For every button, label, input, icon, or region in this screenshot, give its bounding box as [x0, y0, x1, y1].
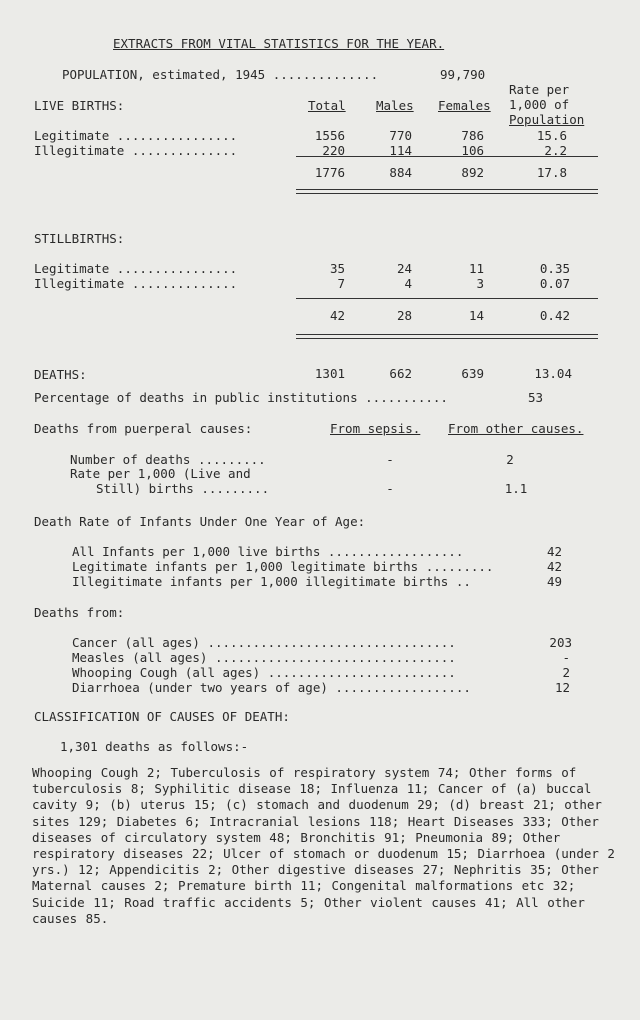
deaths-diarrhoea-label: Diarrhoea (under two years of age) .................. [72, 680, 471, 695]
dot-leader: .................. [335, 680, 471, 695]
rule-line [296, 298, 598, 299]
infants-all-label: All Infants per 1,000 live births .................. [72, 544, 464, 559]
live-legit-label: Legitimate ................ [34, 128, 238, 143]
dot-leader: ........... [365, 390, 448, 405]
col-females-header: Females [438, 98, 491, 113]
deaths-rate: 13.04 [534, 366, 572, 381]
live-legit-total: 1556 [314, 128, 345, 143]
puerperal-number-other: 2 [506, 452, 514, 467]
deaths-whooping-value: 2 [562, 665, 570, 680]
dot-leader: ......... [201, 481, 270, 496]
live-legit-rate: 15.6 [536, 128, 567, 143]
live-total-total: 1776 [314, 165, 345, 180]
live-illegit-females: 106 [461, 143, 484, 158]
col-rate-header-1: Rate per [509, 82, 570, 97]
double-rule [296, 189, 598, 194]
infants-legit-value: 42 [547, 559, 563, 574]
classification-text: Whooping Cough 2; Tuberculosis of respiratory system 74; Other forms of tuberculosis 8; Syphilitic disease 18; Influenza 11; Cancer of (a) buccal cavity 9; (b) uterus 15; (c) stomach and duodenum 29; (d) breast 21; other sites 129; Diabetes 6; Intracranial lesions 118; Heart Diseases 333; Other diseases of circulatory system 48; Bronchitis 91; Pneumonia 89; Other respiratory diseases 22; Ulcer of stomach or duodenum 15; Diarrhoea (under 2 yrs.) 12; Appendicitis 2; Other digestive diseases 27; Nephritis 35; Other Maternal causes 2; Premature birth 11; Congenital malformations etc 32; Suicide 11; Road traffic accidents 5; Other violent causes 41; All other causes 85. [32, 765, 615, 926]
deaths-measles-value: - [562, 650, 570, 665]
deaths-heading: DEATHS: [34, 367, 87, 382]
dot-leader: .............. [131, 143, 238, 158]
puerperal-rate-label-2: Still) births ......... [96, 481, 270, 496]
puerperal-rate-other: 1.1 [504, 481, 528, 496]
infants-heading: Death Rate of Infants Under One Year of Age: [34, 514, 366, 529]
deaths-measles-label: Measles (all ages) ................................ [72, 650, 456, 665]
still-illegit-label: Illegitimate .............. [34, 276, 238, 291]
dot-leader: .............. [272, 67, 379, 82]
still-illegit-total: 7 [337, 276, 345, 291]
puerperal-rate-sepsis: - [386, 481, 394, 496]
still-illegit-males: 4 [404, 276, 412, 291]
col-rate-header-2: 1,000 of [509, 97, 570, 112]
population-label: POPULATION, estimated, 1945 .............. [62, 67, 379, 82]
live-total-females: 892 [461, 165, 484, 180]
still-legit-females: 11 [468, 261, 484, 276]
classification-intro: 1,301 deaths as follows:- [60, 739, 249, 754]
deaths-males: 662 [389, 366, 412, 381]
stillbirths-heading: STILLBIRTHS: [34, 231, 125, 246]
deaths-from-heading: Deaths from: [34, 605, 125, 620]
dot-leader: ................ [116, 128, 238, 143]
still-total-total: 42 [329, 308, 345, 323]
dot-leader: .............. [131, 276, 238, 291]
live-legit-females: 786 [461, 128, 484, 143]
infants-illegit-value: 49 [547, 574, 563, 589]
live-illegit-label: Illegitimate .............. [34, 143, 238, 158]
dot-leader: ......... [425, 559, 494, 574]
still-legit-rate: 0.35 [539, 261, 570, 276]
classification-heading: CLASSIFICATION OF CAUSES OF DEATH: [34, 709, 290, 724]
live-legit-males: 770 [389, 128, 412, 143]
still-total-females: 14 [468, 308, 484, 323]
still-total-rate: 0.42 [539, 308, 570, 323]
still-legit-males: 24 [396, 261, 412, 276]
puerperal-number-label: Number of deaths ......... [70, 452, 266, 467]
dot-leader: ................................ [215, 650, 456, 665]
live-illegit-rate: 2.2 [544, 143, 567, 158]
col-rate-header-3: Population [509, 112, 585, 127]
infants-all-value: 42 [547, 544, 563, 559]
still-legit-total: 35 [329, 261, 345, 276]
puerperal-col-sepsis: From sepsis. [330, 421, 421, 436]
puerperal-col-other: From other causes. [448, 421, 584, 436]
still-total-males: 28 [396, 308, 412, 323]
page-title: EXTRACTS FROM VITAL STATISTICS FOR THE YEAR. [113, 36, 445, 51]
dot-leader: ......................... [267, 665, 456, 680]
infants-legit-label: Legitimate infants per 1,000 legitimate births ......... [72, 559, 494, 574]
dot-leader: .................. [327, 544, 464, 559]
live-births-heading: LIVE BIRTHS: [34, 98, 125, 113]
dot-leader: ................ [116, 261, 238, 276]
live-total-males: 884 [389, 165, 412, 180]
live-total-rate: 17.8 [536, 165, 567, 180]
live-illegit-males: 114 [389, 143, 412, 158]
col-total-header: Total [308, 98, 346, 113]
deaths-whooping-label: Whooping Cough (all ages) ......................... [72, 665, 456, 680]
still-legit-label: Legitimate ................ [34, 261, 238, 276]
live-illegit-total: 220 [322, 143, 345, 158]
still-illegit-rate: 0.07 [539, 276, 570, 291]
deaths-cancer-value: 203 [549, 635, 572, 650]
deaths-diarrhoea-value: 12 [554, 680, 570, 695]
deaths-females: 639 [461, 366, 484, 381]
public-institutions-label: Percentage of deaths in public institutions ........... [34, 390, 448, 405]
puerperal-number-sepsis: - [386, 452, 394, 467]
deaths-total: 1301 [314, 366, 345, 381]
dot-leader: .. [455, 574, 471, 589]
public-institutions-value: 53 [528, 390, 544, 405]
still-illegit-females: 3 [476, 276, 484, 291]
puerperal-rate-label: Rate per 1,000 (Live and [70, 466, 251, 481]
rule-line [296, 156, 598, 157]
col-males-header: Males [376, 98, 414, 113]
dot-leader: ................................. [207, 635, 456, 650]
infants-illegit-label: Illegitimate infants per 1,000 illegitimate births .. [72, 574, 471, 589]
double-rule [296, 334, 598, 339]
population-value: 99,790 [440, 67, 486, 82]
dot-leader: ......... [197, 452, 266, 467]
puerperal-heading: Deaths from puerperal causes: [34, 421, 253, 436]
deaths-cancer-label: Cancer (all ages) ................................. [72, 635, 456, 650]
